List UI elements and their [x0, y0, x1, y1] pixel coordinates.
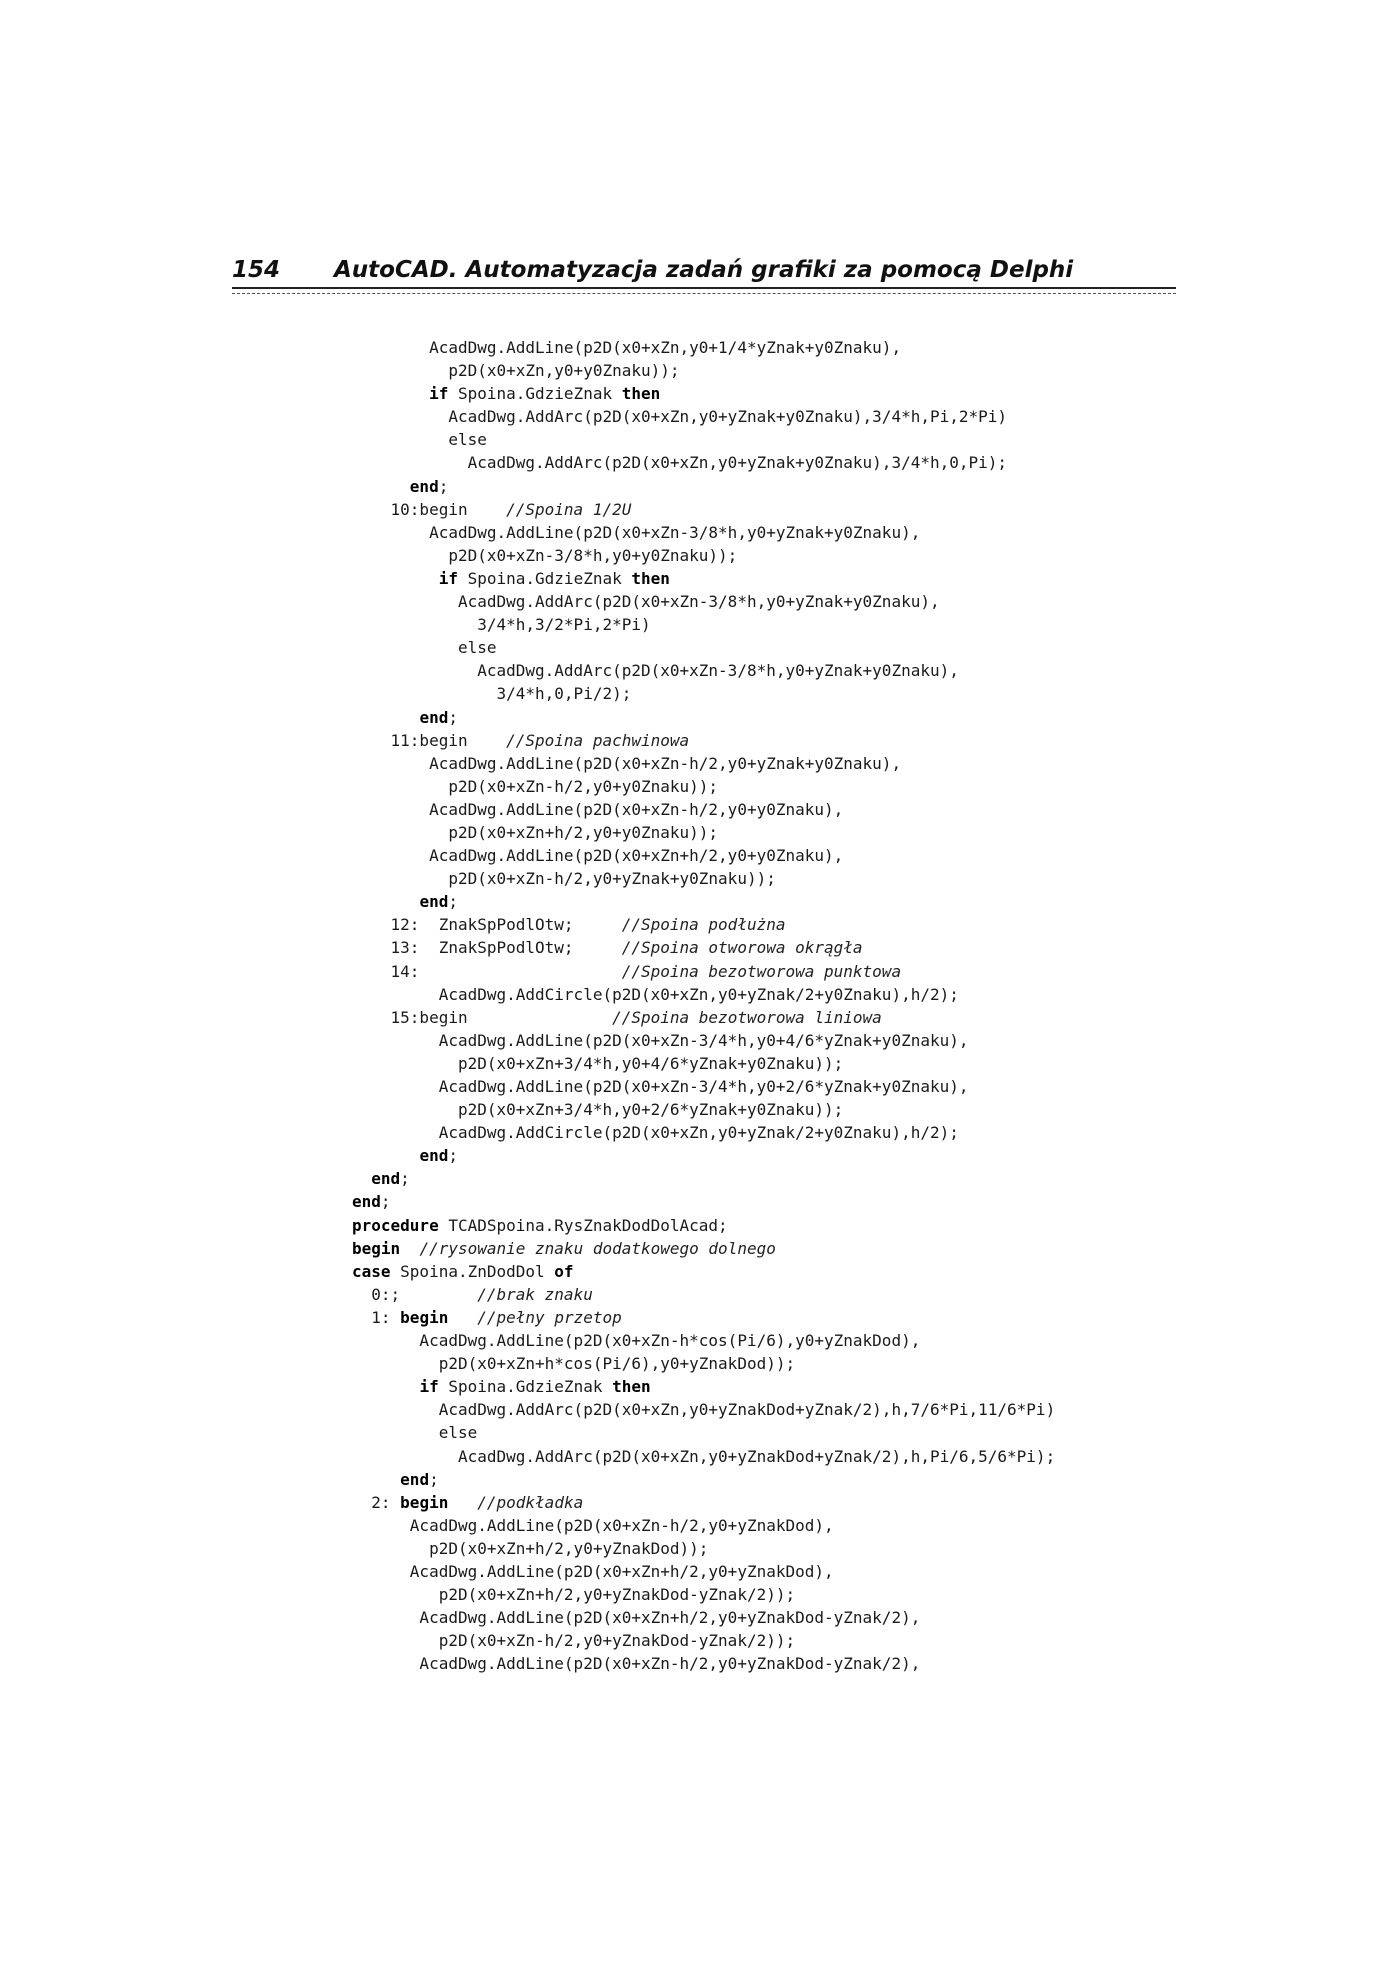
code-line — [352, 1260, 1055, 1283]
code-line — [352, 890, 1055, 913]
code-line — [352, 960, 1055, 983]
code-text: AcadDwg.AddArc(p2D(x0+xZn,y0+yZnak+y0Znaku),3/4*h,Pi,2*Pi) — [352, 407, 1008, 427]
code-text: 13: ZnakSpPodlOtw; — [352, 938, 622, 958]
code-line — [352, 1491, 1055, 1514]
code-text: p2D(x0+xZn+3/4*h,y0+4/6*yZnak+y0Znaku)); — [352, 1053, 844, 1073]
code-comment: //Spoina otworowa okrągła — [621, 938, 863, 958]
code-keyword: begin — [352, 1238, 401, 1258]
code-line — [352, 1214, 1055, 1237]
code-keyword: end — [419, 892, 449, 912]
code-text: AcadDwg.AddArc(p2D(x0+xZn,y0+yZnakDod+yZnak/2),h,Pi/6,5/6*Pi); — [352, 1446, 1056, 1466]
code-text: p2D(x0+xZn+h/2,y0+yZnakDod-yZnak/2)); — [352, 1585, 796, 1605]
code-text: AcadDwg.AddLine(p2D(x0+xZn,y0+1/4*yZnak+y0Znaku), — [352, 338, 902, 357]
code-text: Spoina.GdzieZnak — [438, 1377, 613, 1397]
code-line — [352, 544, 1055, 567]
code-comment: //rysowanie znaku dodatkowego dolnego — [419, 1238, 776, 1258]
code-keyword: if — [429, 384, 449, 404]
code-text: p2D(x0+xZn+h*cos(Pi/6),y0+yZnakDod)); — [352, 1354, 796, 1374]
code-text: AcadDwg.AddLine(p2D(x0+xZn+h/2,y0+y0Znaku), — [352, 846, 844, 866]
code-keyword: then — [612, 1377, 651, 1397]
code-line — [352, 1006, 1055, 1029]
code-text: TCADSpoina.RysZnakDodDolAcad; — [438, 1215, 728, 1235]
code-text: 3/4*h,0,Pi/2); — [352, 684, 632, 704]
header-divider — [232, 287, 1176, 294]
code-text: 2: — [352, 1492, 401, 1512]
code-text: else — [352, 638, 497, 658]
code-text: 11:begin — [352, 730, 507, 750]
code-text — [400, 1239, 419, 1258]
code-text: 15:begin — [352, 1007, 613, 1027]
code-line — [352, 1352, 1055, 1375]
code-line — [352, 1398, 1055, 1421]
code-text: p2D(x0+xZn-3/8*h,y0+y0Znaku)); — [352, 545, 738, 565]
code-line — [352, 1583, 1055, 1606]
code-text: ; — [429, 1469, 439, 1489]
code-text: 3/4*h,3/2*Pi,2*Pi) — [352, 615, 651, 635]
code-line — [352, 1514, 1055, 1537]
code-line — [352, 1306, 1055, 1329]
code-text — [352, 1169, 371, 1188]
code-line — [352, 729, 1055, 752]
code-keyword: begin — [400, 1307, 449, 1327]
code-text: 14: — [352, 961, 622, 981]
code-text: ; — [448, 892, 458, 912]
code-line — [352, 936, 1055, 959]
code-line — [352, 659, 1055, 682]
code-comment: //podkładka — [477, 1492, 584, 1512]
code-keyword: case — [352, 1261, 391, 1281]
code-text: else — [352, 1423, 478, 1443]
code-keyword: end — [371, 1169, 401, 1189]
code-text: AcadDwg.AddLine(p2D(x0+xZn-3/4*h,y0+4/6*yZnak+y0Znaku), — [352, 1030, 969, 1050]
code-line — [352, 590, 1055, 613]
code-text: AcadDwg.AddLine(p2D(x0+xZn-3/8*h,y0+yZnak+y0Znaku), — [352, 522, 921, 542]
code-text — [448, 1493, 477, 1512]
code-line — [352, 983, 1055, 1006]
code-text: p2D(x0+xZn-h/2,y0+yZnak+y0Znaku)); — [352, 869, 776, 889]
code-text — [448, 1308, 477, 1327]
code-line — [352, 1537, 1055, 1560]
code-line — [352, 1606, 1055, 1629]
code-text: AcadDwg.AddArc(p2D(x0+xZn,y0+yZnakDod+yZnak/2),h,7/6*Pi,11/6*Pi) — [352, 1400, 1056, 1420]
code-line — [352, 1629, 1055, 1652]
code-line — [352, 1652, 1055, 1675]
code-line — [352, 682, 1055, 705]
code-text: AcadDwg.AddArc(p2D(x0+xZn-3/8*h,y0+yZnak+y0Znaku), — [352, 661, 959, 681]
code-text: p2D(x0+xZn,y0+y0Znaku)); — [352, 361, 680, 381]
code-line — [352, 1075, 1055, 1098]
code-line — [352, 798, 1055, 821]
code-text: AcadDwg.AddLine(p2D(x0+xZn-3/4*h,y0+2/6*yZnak+y0Znaku), — [352, 1077, 969, 1096]
code-line — [352, 613, 1055, 636]
code-line — [352, 382, 1055, 405]
code-comment: //Spoina pachwinowa — [506, 730, 690, 750]
code-line — [352, 706, 1055, 729]
code-line — [352, 844, 1055, 867]
code-text: else — [352, 430, 487, 450]
code-line — [352, 1098, 1055, 1121]
code-text — [352, 384, 429, 403]
code-comment: //Spoina 1/2U — [506, 499, 632, 519]
code-text: AcadDwg.AddArc(p2D(x0+xZn-3/8*h,y0+yZnak+y0Znaku), — [352, 592, 940, 612]
code-line — [352, 359, 1055, 382]
code-text: AcadDwg.AddLine(p2D(x0+xZn+h/2,y0+yZnakDod), — [352, 1561, 834, 1581]
code-line — [352, 428, 1055, 451]
code-line — [352, 1052, 1055, 1075]
code-text: ; — [448, 707, 458, 727]
code-text: AcadDwg.AddLine(p2D(x0+xZn+h/2,y0+yZnakDod-yZnak/2), — [352, 1608, 921, 1628]
code-text: AcadDwg.AddCircle(p2D(x0+xZn,y0+yZnak/2+y0Znaku),h/2); — [352, 984, 959, 1004]
code-line — [352, 636, 1055, 659]
code-text: 12: ZnakSpPodlOtw; — [352, 915, 622, 935]
code-text: AcadDwg.AddLine(p2D(x0+xZn-h*cos(Pi/6),y0+yZnakDod), — [352, 1331, 921, 1351]
code-line — [352, 1560, 1055, 1583]
code-keyword: end — [419, 1146, 449, 1166]
code-keyword: if — [438, 568, 458, 588]
code-line — [352, 1283, 1055, 1306]
code-line — [352, 1329, 1055, 1352]
code-text: ; — [400, 1169, 410, 1189]
code-line — [352, 1121, 1055, 1144]
code-line — [352, 1167, 1055, 1190]
code-line — [352, 1029, 1055, 1052]
code-keyword: of — [554, 1261, 574, 1281]
code-line — [352, 405, 1055, 428]
code-keyword: then — [631, 568, 670, 588]
code-text: ; — [438, 476, 449, 496]
code-text: p2D(x0+xZn+h/2,y0+y0Znaku)); — [352, 822, 719, 842]
code-keyword: procedure — [352, 1215, 439, 1235]
code-comment: //Spoina podłużna — [621, 915, 786, 935]
code-line — [352, 336, 1055, 359]
code-comment: //brak znaku — [477, 1284, 593, 1304]
code-line — [352, 1190, 1055, 1213]
code-line — [352, 1445, 1055, 1468]
code-text: AcadDwg.AddLine(p2D(x0+xZn-h/2,y0+yZnak+y0Znaku), — [352, 753, 902, 773]
code-text: Spoina.GdzieZnak — [457, 568, 632, 588]
code-text — [352, 569, 439, 588]
code-line — [352, 1375, 1055, 1398]
code-listing — [352, 336, 1055, 1675]
code-keyword: end — [409, 476, 439, 496]
code-line — [352, 775, 1055, 798]
code-text: p2D(x0+xZn+h/2,y0+yZnakDod)); — [352, 1538, 709, 1558]
code-keyword: if — [419, 1377, 439, 1397]
code-text: 1: — [352, 1307, 401, 1327]
code-line — [352, 1237, 1055, 1260]
code-keyword: end — [352, 1192, 381, 1212]
code-line — [352, 1421, 1055, 1444]
code-line — [352, 821, 1055, 844]
code-text — [352, 708, 419, 727]
code-comment: //Spoina bezotworowa punktowa — [621, 961, 902, 981]
code-text: p2D(x0+xZn+3/4*h,y0+2/6*yZnak+y0Znaku)); — [352, 1100, 844, 1120]
code-text: ; — [380, 1192, 391, 1212]
page-number: 154 — [232, 257, 281, 283]
code-text — [352, 1470, 400, 1489]
code-keyword: then — [621, 384, 661, 404]
code-text — [352, 1377, 419, 1396]
code-line — [352, 752, 1055, 775]
code-text: AcadDwg.AddCircle(p2D(x0+xZn,y0+yZnak/2+y0Znaku),h/2); — [352, 1123, 959, 1143]
code-line — [352, 567, 1055, 590]
code-text: AcadDwg.AddLine(p2D(x0+xZn-h/2,y0+yZnakDod), — [352, 1515, 834, 1535]
code-comment: //Spoina bezotworowa liniowa — [612, 1007, 882, 1027]
code-text: Spoina.GdzieZnak — [448, 384, 622, 404]
code-text: Spoina.ZnDodDol — [390, 1261, 555, 1281]
code-line — [352, 475, 1055, 498]
code-text — [352, 892, 419, 911]
code-text — [352, 1146, 419, 1165]
code-keyword: end — [400, 1469, 430, 1489]
code-line — [352, 1468, 1055, 1491]
code-comment: //pełny przetop — [477, 1307, 622, 1327]
code-text: AcadDwg.AddLine(p2D(x0+xZn-h/2,y0+y0Znaku), — [352, 799, 844, 819]
code-line — [352, 913, 1055, 936]
code-line — [352, 451, 1055, 474]
code-keyword: begin — [400, 1492, 449, 1512]
code-text: ; — [448, 1146, 458, 1166]
code-line — [352, 1144, 1055, 1167]
code-line — [352, 521, 1055, 544]
code-text: AcadDwg.AddLine(p2D(x0+xZn-h/2,y0+yZnakDod-yZnak/2), — [352, 1654, 921, 1674]
code-line — [352, 498, 1055, 521]
code-text: p2D(x0+xZn-h/2,y0+y0Znaku)); — [352, 776, 719, 796]
code-line — [352, 867, 1055, 890]
code-text: AcadDwg.AddArc(p2D(x0+xZn,y0+yZnak+y0Znaku),3/4*h,0,Pi); — [352, 453, 1008, 473]
code-text: p2D(x0+xZn-h/2,y0+yZnakDod-yZnak/2)); — [352, 1631, 796, 1651]
code-text — [352, 477, 410, 496]
book-title: AutoCAD. Automatyzacja zadań grafiki za pomocą Delphi — [334, 257, 1074, 283]
code-text: 0:; — [352, 1284, 478, 1304]
code-text: 10:begin — [352, 499, 507, 519]
code-keyword: end — [419, 707, 449, 727]
